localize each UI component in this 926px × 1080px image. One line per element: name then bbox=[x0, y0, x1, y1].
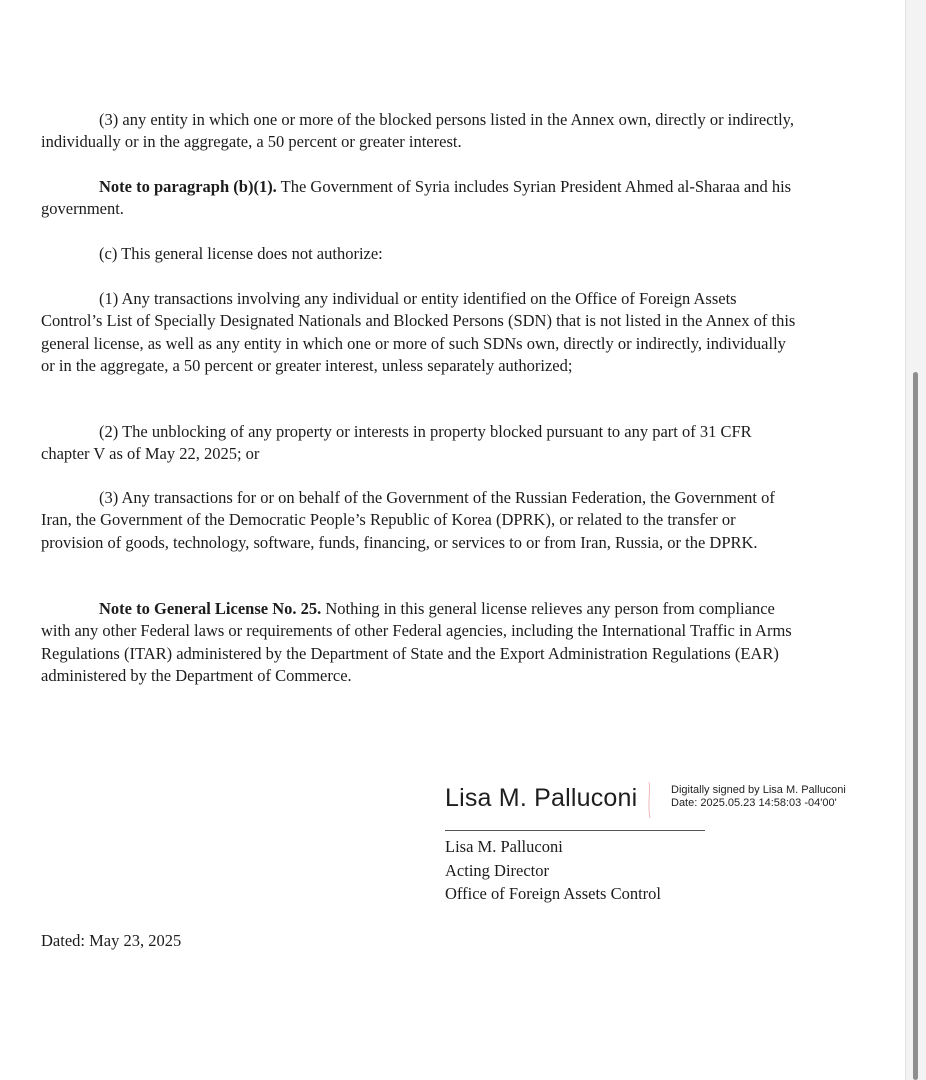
digital-signature-name: Lisa M. Palluconi bbox=[445, 784, 638, 812]
signatory-details bbox=[445, 835, 661, 906]
signatory-title: Acting Director bbox=[445, 860, 550, 880]
dated-line: Dated: May 23, 2025 bbox=[41, 931, 182, 950]
paragraph-c-2: (2) The unblocking of any property or interests in property blocked pursuant to any part of 31 CFR chapter V as of May 22, 2025; or bbox=[41, 422, 752, 464]
paragraph-c: (c) This general license does not authorize: bbox=[99, 244, 383, 263]
digital-signed-date: Date: 2025.05.23 14:58:03 -04'00' bbox=[671, 797, 837, 809]
paragraph-c-3: (3) Any transactions for or on behalf of the Government of the Russian Federation, the Government of Iran, the Government of the Democratic People’s Republic of Korea (DPRK), or related to the transfer or provision of goods, technology, software, funds, financing, or services to or from Iran, Russia, or the DPRK. bbox=[41, 488, 775, 552]
note-paragraph-b1: Note to paragraph (b)(1). The Government of Syria includes Syrian President Ahmed al-Sharaa and his government. bbox=[41, 177, 792, 219]
scrollbar-thumb[interactable] bbox=[913, 372, 918, 1080]
note-heading: Note to paragraph (b)(1). bbox=[99, 177, 277, 196]
signature-mark-icon bbox=[641, 780, 657, 820]
signatory-office: Office of Foreign Assets Control bbox=[445, 884, 662, 903]
paragraph-c-1: (1) Any transactions involving any individual or entity identified on the Office of Foreign Assets Control’s List of Specially Designated Nationals and Blocked Persons (SDN) that is not listed in the Annex of this general license, as well as any entity in which one or more of such SDNs own, directly or indirectly, individually or in the aggregate, a 50 percent or greater interest, unless separately authorized; bbox=[41, 289, 796, 376]
paragraph-b1-3: (3) any entity in which one or more of the blocked persons listed in the Annex own, directly or indirectly, individually or in the aggregate, a 50 percent or greater interest. bbox=[41, 110, 794, 152]
signatory-name: Lisa M. Palluconi bbox=[445, 837, 563, 856]
vertical-scrollbar[interactable] bbox=[905, 0, 926, 1080]
signature-line bbox=[445, 830, 705, 831]
note-heading: Note to General License No. 25. bbox=[99, 599, 322, 618]
note-general-license: Note to General License No. 25. Nothing in this general license relieves any person from compliance with any other Federal laws or requirements of other Federal agencies, including the International Traffic in Arms Regulations (ITAR) administered by the Department of State and the Export Administration Regulations (EAR) administered by the Department of Commerce. bbox=[41, 599, 792, 686]
digital-signed-by: Digitally signed by Lisa M. Palluconi bbox=[671, 784, 846, 796]
digital-signature-details bbox=[671, 784, 846, 810]
